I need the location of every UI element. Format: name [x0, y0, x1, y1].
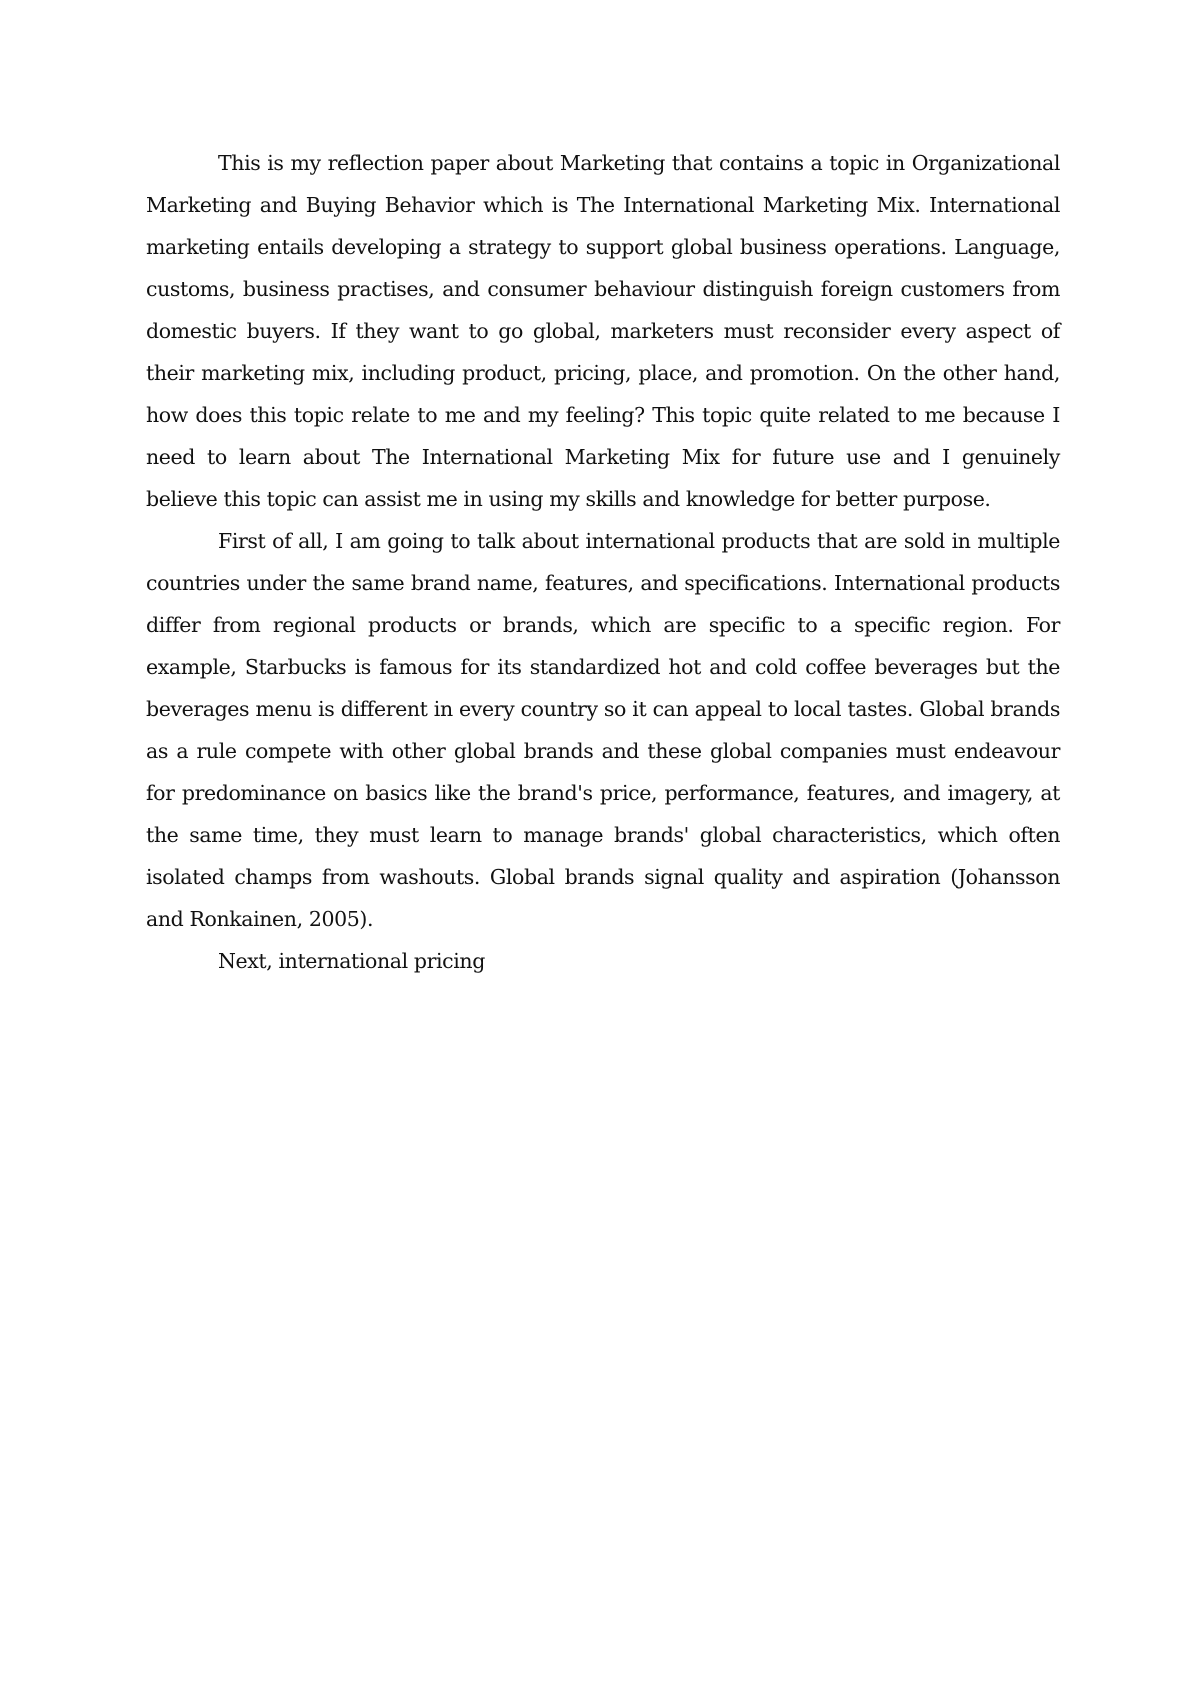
paragraph-introduction: This is my reflection paper about Marketing that contains a topic in Organizational Marketing and Buying Behavior which is The International Marketing Mix. International marketing entails developing a strategy to support global business operations. Language, customs, business practises, and consumer behaviour distinguish foreign customers from domestic buyers. If they want to go global, marketers must reconsider every aspect of their marketing mix, including product, pricing, place, and promotion. On the other hand, how does this topic relate to me and my feeling? This topic quite related to me because I need to learn about The International Marketing Mix for future use and I genuinely believe this topic can assist me in using my skills and knowledge for better purpose. [146, 151, 1060, 511]
paragraph-international-products: First of all, I am going to talk about international products that are sold in multiple countries under the same brand name, features, and specifications. International products differ from regional products or brands, which are specific to a specific region. For example, Starbucks is famous for its standardized hot and cold coffee beverages but the beverages menu is different in every country so it can appeal to local tastes. Global brands as a rule compete with other global brands and these global companies must endeavour for predominance on basics like the brand's price, performance, features, and imagery, at the same time, they must learn to manage brands' global characteristics, which often isolated champs from washouts. Global brands signal quality and aspiration (Johansson and Ronkainen, 2005). [146, 529, 1060, 931]
document-body [146, 142, 1060, 982]
paragraph-international-pricing: Next, international pricing [218, 949, 485, 973]
